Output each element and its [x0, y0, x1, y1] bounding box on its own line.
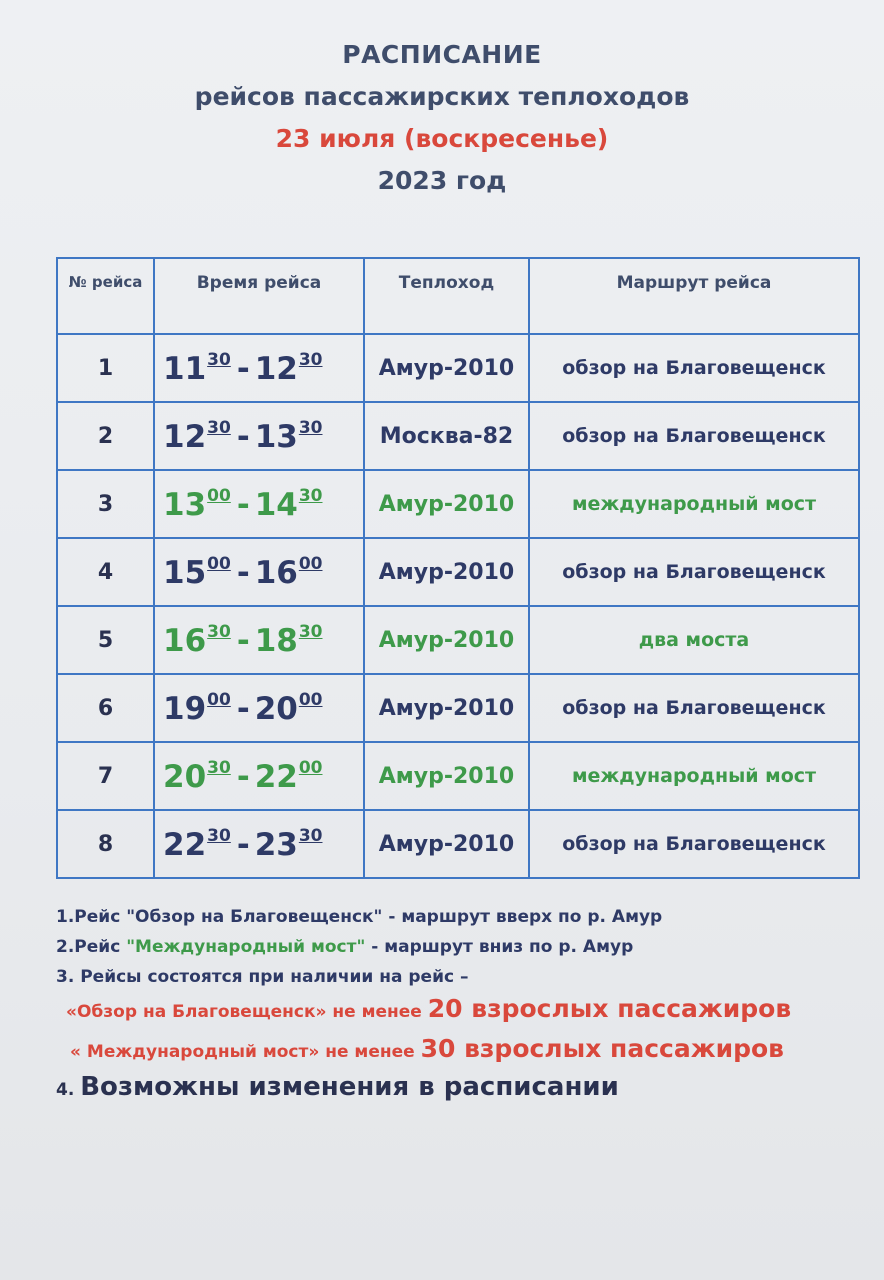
end-hour: 16 [254, 554, 298, 591]
trip-time [154, 402, 364, 470]
note-4-text: Возможны изменения в расписании [80, 1072, 619, 1102]
table-row [57, 402, 859, 470]
start-minute: 00 [207, 553, 231, 574]
trip-time [154, 334, 364, 402]
end-hour: 23 [254, 826, 298, 863]
condition-2-text: « Международный мост» не менее [70, 1042, 421, 1062]
column-header-ship: Теплоход [364, 258, 529, 334]
start-minute: 30 [207, 349, 231, 370]
ship-name: Амур-2010 [364, 470, 529, 538]
note-1-text: - маршрут вверх по р. Амур [382, 907, 663, 927]
time-dash: - [236, 418, 250, 455]
ship-name: Амур-2010 [364, 674, 529, 742]
trip-number: 6 [57, 674, 154, 742]
start-minute: 00 [207, 485, 231, 506]
trip-route: обзор на Благовещенск [529, 402, 859, 470]
trip-route: обзор на Благовещенск [529, 674, 859, 742]
trip-number: 5 [57, 606, 154, 674]
trip-number: 1 [57, 334, 154, 402]
end-hour: 22 [254, 758, 298, 795]
start-hour: 11 [163, 350, 207, 387]
ship-name: Амур-2010 [364, 538, 529, 606]
start-minute: 30 [207, 825, 231, 846]
schedule-table [56, 257, 860, 879]
page-subtitle: рейсов пассажирских теплоходов [194, 82, 690, 111]
end-minute: 30 [298, 621, 323, 642]
trip-route: обзор на Благовещенск [529, 334, 859, 402]
schedule-year: 2023 год [377, 166, 507, 195]
notes-section [56, 902, 856, 992]
table-row [57, 606, 859, 674]
ship-name: Амур-2010 [364, 334, 529, 402]
start-hour: 19 [163, 690, 207, 727]
note-2-route-name: "Международный мост" [126, 937, 366, 957]
ship-name: Амур-2010 [364, 742, 529, 810]
trip-time [154, 810, 364, 878]
table-row [57, 674, 859, 742]
ship-name: Москва-82 [364, 402, 529, 470]
end-minute: 30 [298, 349, 323, 370]
time-dash: - [236, 622, 250, 659]
end-hour: 18 [254, 622, 298, 659]
condition-line-1 [66, 994, 866, 1023]
end-minute: 00 [298, 689, 323, 710]
start-minute: 00 [207, 689, 231, 710]
trip-route: международный мост [529, 742, 859, 810]
end-hour: 14 [254, 486, 298, 523]
note-1-route-name: "Обзор на Благовещенск" [126, 907, 383, 927]
end-hour: 13 [254, 418, 298, 455]
time-dash: - [236, 758, 250, 795]
trip-number: 4 [57, 538, 154, 606]
table-row [57, 742, 859, 810]
start-hour: 16 [163, 622, 207, 659]
ship-name: Амур-2010 [364, 810, 529, 878]
note-1 [56, 902, 856, 932]
trip-number: 2 [57, 402, 154, 470]
trip-number: 7 [57, 742, 154, 810]
trip-time [154, 674, 364, 742]
table-row [57, 470, 859, 538]
end-minute: 30 [298, 485, 323, 506]
end-hour: 20 [254, 690, 298, 727]
page-title: РАСПИСАНИЕ [342, 40, 542, 69]
start-hour: 20 [163, 758, 207, 795]
time-dash: - [236, 350, 250, 387]
time-dash: - [236, 486, 250, 523]
note-1-prefix: 1.Рейс [56, 907, 127, 927]
trip-number: 3 [57, 470, 154, 538]
start-minute: 30 [207, 621, 231, 642]
schedule-date: 23 июля (воскресенье) [275, 124, 609, 153]
end-minute: 30 [298, 825, 323, 846]
end-minute: 00 [298, 553, 323, 574]
condition-1-text: «Обзор на Благовещенск» не менее [66, 1002, 428, 1022]
column-header-route: Маршрут рейса [529, 258, 859, 334]
note-2-prefix: 2.Рейс [56, 937, 127, 957]
start-minute: 30 [207, 757, 231, 778]
note-3: 3. Рейсы состоятся при наличии на рейс – [56, 967, 469, 987]
note-2 [56, 932, 856, 962]
trip-time [154, 470, 364, 538]
note-2-text: - маршрут вниз по р. Амур [365, 937, 634, 957]
trip-number: 8 [57, 810, 154, 878]
time-dash: - [236, 554, 250, 591]
trip-time [154, 606, 364, 674]
condition-2-count: 30 взрослых пассажиров [420, 1034, 784, 1063]
time-dash: - [236, 826, 250, 863]
trip-route: обзор на Благовещенск [529, 538, 859, 606]
condition-1-count: 20 взрослых пассажиров [427, 994, 792, 1023]
end-hour: 12 [254, 350, 298, 387]
trip-time [154, 742, 364, 810]
note-4 [56, 1072, 619, 1102]
ship-name: Амур-2010 [364, 606, 529, 674]
column-header-number: № рейса [57, 258, 154, 334]
trip-route: обзор на Благовещенск [529, 810, 859, 878]
table-row [57, 538, 859, 606]
start-hour: 13 [163, 486, 207, 523]
time-dash: - [236, 690, 250, 727]
end-minute: 00 [298, 757, 323, 778]
condition-line-2 [70, 1034, 870, 1063]
start-hour: 15 [163, 554, 207, 591]
start-minute: 30 [207, 417, 231, 438]
table-header-row [57, 258, 859, 334]
column-header-time: Время рейса [154, 258, 364, 334]
end-minute: 30 [298, 417, 323, 438]
trip-route: международный мост [529, 470, 859, 538]
start-hour: 22 [163, 826, 207, 863]
table-row [57, 810, 859, 878]
table-row [57, 334, 859, 402]
trip-time [154, 538, 364, 606]
start-hour: 12 [163, 418, 207, 455]
note-4-number: 4. [56, 1080, 81, 1100]
trip-route: два моста [529, 606, 859, 674]
